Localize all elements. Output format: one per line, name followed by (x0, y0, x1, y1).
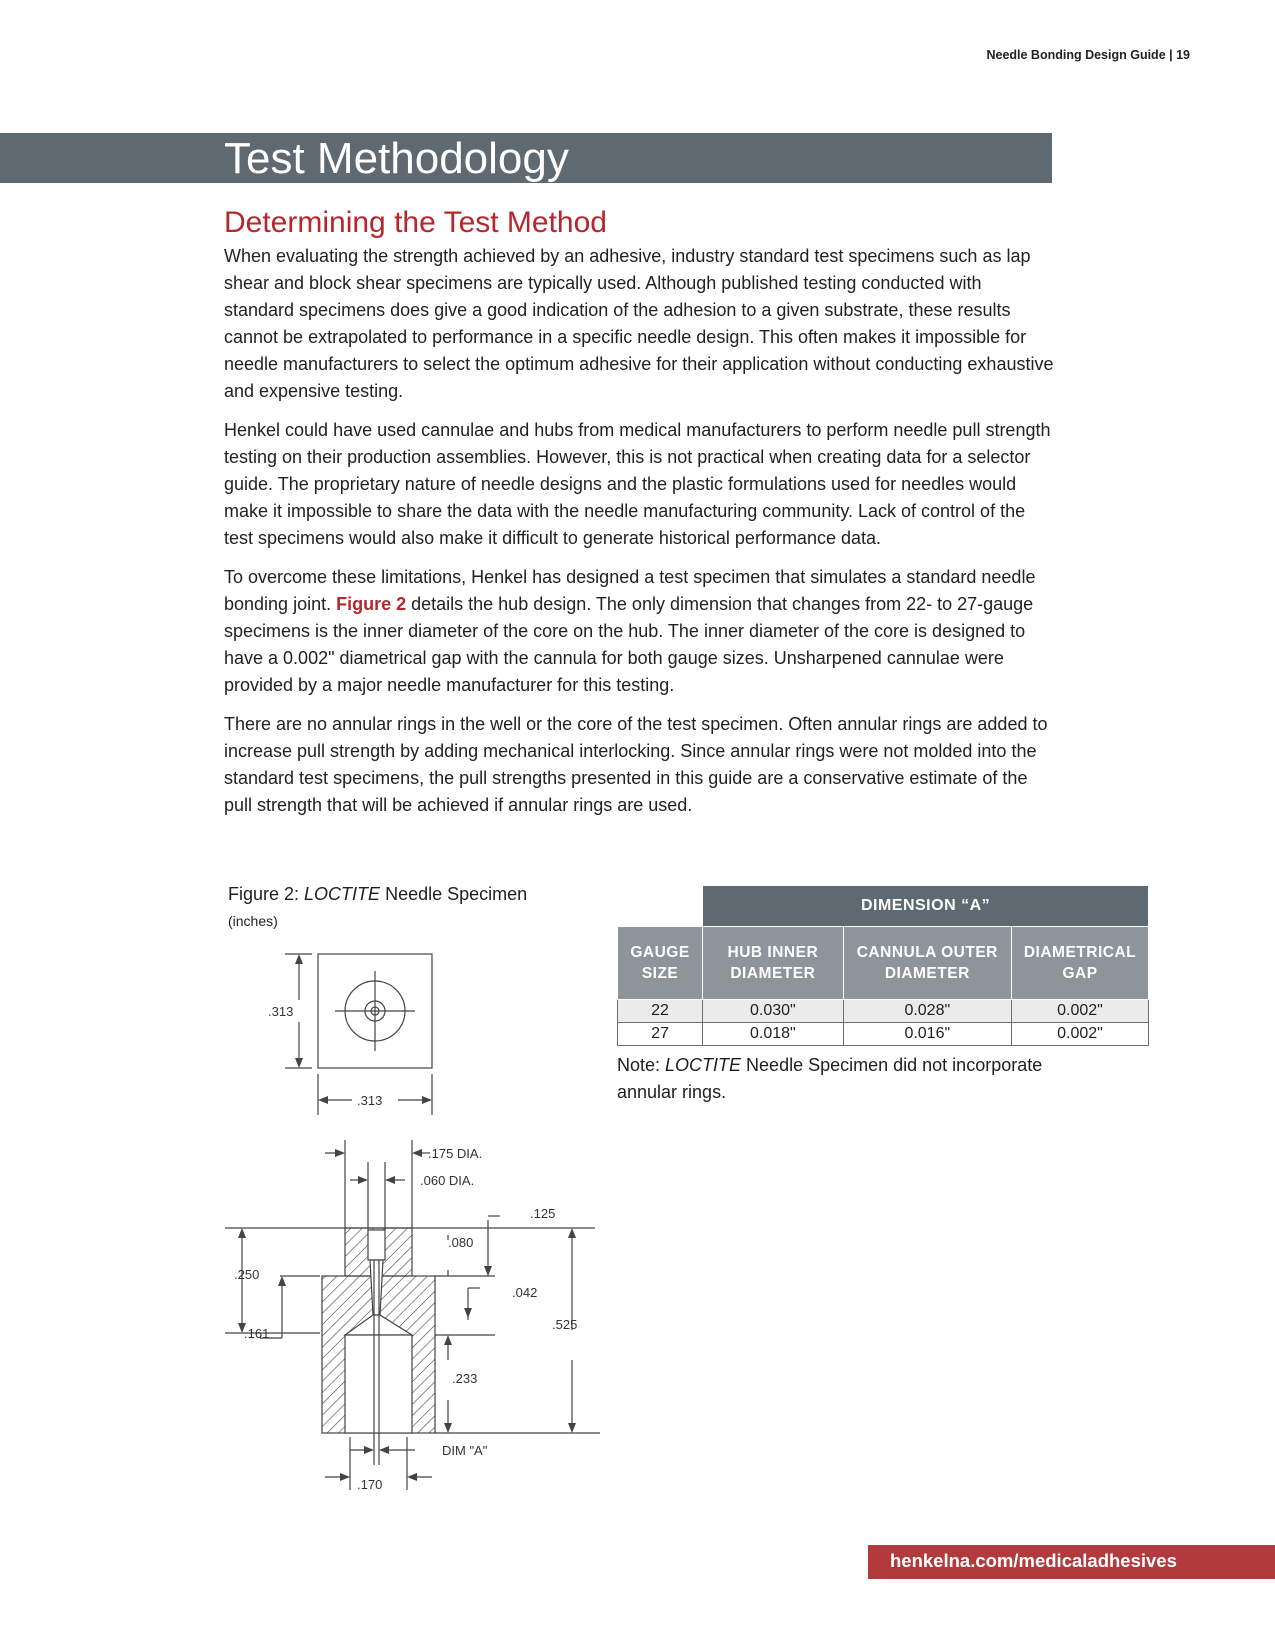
dim-top-height: .313 (268, 1004, 294, 1019)
table-row (618, 1023, 1149, 1046)
needle-specimen-drawing (220, 940, 600, 1515)
paragraph-4: There are no annular rings in the well or the core of the test specimen. Often annular rings are added to increase pull strength by adding mechanical interlocking. Since annular rings were not molded into the standard test specimens, the pull strengths presented in this guide are a conservative estimate of the pull strength that will be achieved if annular rings are used. (224, 714, 1048, 815)
table-cell: 22 (618, 1000, 703, 1023)
col-cannula-outer-diameter: CANNULA OUTER DIAMETER (843, 927, 1011, 1000)
paragraph-3-start: To overcome these limitations, Henkel has designed a test specimen that simulates a standard needle bonding joint. (224, 567, 1036, 614)
table-cell: 0.028" (843, 1000, 1011, 1023)
page-title: Test Methodology (224, 134, 569, 183)
dim-525: .525 (552, 1317, 578, 1332)
col-diametrical-gap: DIAMETRICAL GAP (1011, 927, 1148, 1000)
figure-caption-suffix: Needle Specimen (380, 884, 528, 904)
dim-top-width: .313 (357, 1093, 383, 1108)
figure-units: (inches) (228, 913, 278, 929)
hub-well (368, 1230, 385, 1260)
dim-125: .125 (530, 1206, 556, 1221)
col-hub-inner-diameter: HUB INNER DIAMETER (703, 927, 844, 1000)
dim-161: .161 (244, 1326, 270, 1341)
table-note (617, 1052, 1087, 1106)
figure-caption (228, 884, 527, 905)
footer-url-link[interactable]: henkelna.com/medicaladhesives (890, 1550, 1177, 1571)
dim-175-dia: .175 DIA. (428, 1146, 483, 1161)
paragraph-2: Henkel could have used cannulae and hubs from medical manufacturers to perform needle pull strength testing on their production assemblies. However, this is not practical when creating data for a selector guide. The proprietary nature of needle designs and the plastic formulations used for needles would make it impossible to share the data with the needle manufacturing community. Lack of control of the test specimens would also make it difficult to generate historical performance data. (224, 420, 1051, 548)
dim-042: .042 (512, 1285, 538, 1300)
table-cell: 0.030" (703, 1000, 844, 1023)
running-header: Needle Bonding Design Guide | 19 (986, 48, 1190, 62)
table-group-header: DIMENSION “A” (703, 886, 1149, 927)
dim-060-dia: .060 DIA. (420, 1173, 475, 1188)
paragraph-3 (224, 564, 1054, 699)
note-prefix: Note: (617, 1055, 666, 1075)
table-cell: 0.002" (1011, 1000, 1148, 1023)
dim-250: .250 (234, 1267, 260, 1282)
title-band (0, 133, 1052, 183)
table-row (618, 1000, 1149, 1023)
paragraph-3-end: details the hub design. The only dimension that changes from 22- to 27-gauge specimens is the inner diameter of the core on the hub. The inner diameter of the core is designed to have a 0.002" diametrical gap with the cannula for both gauge sizes. Unsharpened cannulae were provided by a major needle manufacturer for this testing. (224, 594, 1034, 695)
dim-a-label: DIM "A" (442, 1443, 488, 1458)
figure-reference-link[interactable]: Figure 2 (336, 594, 407, 614)
paragraph-1: When evaluating the strength achieved by an adhesive, industry standard test specimens such as lap shear and block shear specimens are typically used. Although published testing conducted with standard specimens does give a good indication of the adhesion to a given substrate, these results cannot be extrapolated to performance in a specific needle design. This often makes it impossible for needle manufacturers to select the optimum adhesive for their application without conducting exhaustive and expensive testing. (224, 246, 1054, 401)
figure-caption-brand: LOCTITE (304, 884, 381, 904)
table-cell: 0.018" (703, 1023, 844, 1046)
note-brand: LOCTITE (665, 1055, 742, 1075)
dimension-table (617, 885, 1149, 1046)
figure-caption-prefix: Figure 2: (228, 884, 305, 904)
dim-233: .233 (452, 1371, 478, 1386)
note-suffix: Needle Specimen did not incorporate annular rings. (617, 1055, 1043, 1102)
table-cell: 27 (618, 1023, 703, 1046)
section-title: Determining the Test Method (224, 206, 607, 239)
dim-080: .080 (448, 1235, 474, 1250)
dim-170: .170 (357, 1477, 383, 1492)
col-gauge-size: GAUGE SIZE (618, 927, 703, 1000)
table-cell: 0.002" (1011, 1023, 1148, 1046)
table-cell: 0.016" (843, 1023, 1011, 1046)
body-text (224, 243, 1054, 831)
footer-banner (868, 1545, 1275, 1579)
